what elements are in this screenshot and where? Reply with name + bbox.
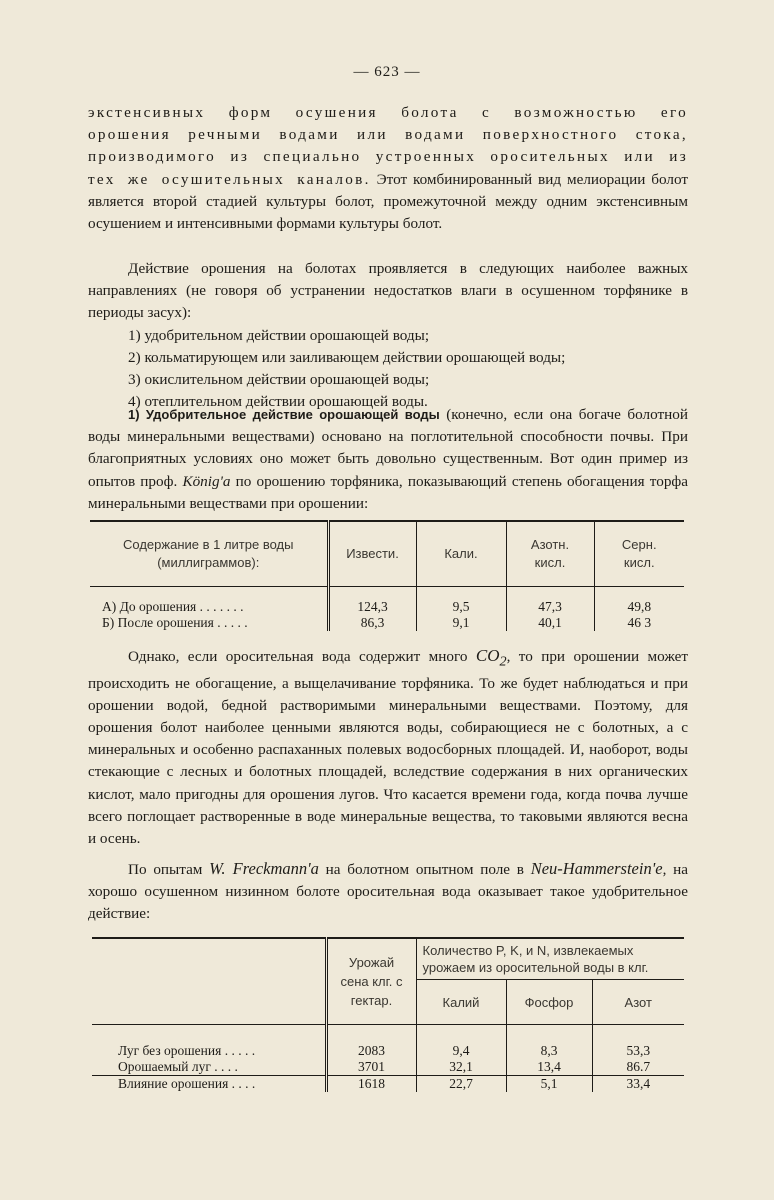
paragraph-2-text: Действие орошения на болотах проявляется в следующих наиболее важных направлениях (не говоря об устранении недостатков влаги в осушенном торфянике в периоды засух):	[88, 260, 688, 322]
table-row	[92, 1076, 684, 1093]
cell: 46 3	[594, 615, 684, 631]
cell: 86,3	[328, 615, 416, 631]
cell: 33,4	[592, 1076, 684, 1093]
cell: 13,4	[506, 1059, 592, 1076]
paragraph-4-text-b: , то при орошении может происходить не обогащение, а выщелачивание торфяника. То же будет наблюдаться и при орошении водой, бедной растворимыми минеральными веществами. Поэтому, для орошения болот наиболее ценными являются воды, собирающиеся не с болотных, а с минеральных и особенно распаханных полевых водосборных площадей. И, наоборот, воды стекающие с лесных и болотных площадей, вследствие содержания в них органических кислот, мало пригодны для орошения лугов. Что касается времени года, когда почва лучше всего поглощает растворенные в воде минеральные вещества, то таковыми являются весна и осень.	[88, 648, 688, 848]
cell: 86.7	[592, 1059, 684, 1076]
table-row	[90, 599, 684, 615]
header-cell-group: Количество P, K, и N, извлекаемых урожаем из оросительной воды в клг.	[416, 938, 684, 980]
cell: 8,3	[506, 1043, 592, 1059]
header-cell: Азот	[592, 980, 684, 1025]
paragraph-4	[88, 645, 688, 850]
paragraph-1	[88, 102, 688, 235]
list-item: 4) отеплительном действии орошающей воды.	[128, 393, 428, 411]
formula-subscript: 2	[499, 653, 507, 670]
cell: 2083	[326, 1043, 416, 1059]
paragraph-1-spaced-text: экстенсивных форм осушения болота с возможностью его орошения речными водами или водами поверхностного стока, производимого из специально устроенных оросительных или из тех же осушительных каналов.	[88, 104, 688, 188]
table-row	[90, 615, 684, 631]
formula-co2	[475, 646, 507, 670]
row-label: Луг без орошения . . . . .	[118, 1043, 256, 1058]
paragraph-5-text-c: , на хорошо осушенном низинном болоте оросительная вода оказывает такое удобрительное действие:	[88, 861, 688, 923]
list-item: 3) окислительном действии орошающей воды;	[128, 371, 430, 389]
paragraph-5	[88, 858, 688, 926]
cell: 47,3	[506, 599, 594, 615]
header-cell: Кали.	[416, 521, 506, 587]
paragraph-3-text-b: по орошению торфяника, показывающий степень обогащения торфа минеральными веществами при орошении:	[88, 472, 688, 512]
row-label: Орошаемый луг . . . .	[118, 1059, 238, 1074]
section-heading: 1) Удобрительное действие орошающей воды	[128, 407, 440, 422]
header-cell: Азотн. кисл.	[506, 521, 594, 587]
paragraph-2	[88, 258, 688, 413]
irrigation-effect-table	[92, 937, 684, 1092]
table-header-row	[90, 521, 684, 587]
header-cell-yield: Урожай сена клг. с гектар.	[326, 938, 416, 1025]
header-cell: Фосфор	[506, 980, 592, 1025]
list-item: 1) удобрительном действии орошающей воды;	[128, 326, 430, 344]
header-empty-cell	[92, 938, 326, 1025]
row-label: Влияние орошения . . . .	[92, 1076, 326, 1093]
header-cell: Калий	[416, 980, 506, 1025]
table-row	[92, 1059, 684, 1076]
paragraph-3	[88, 404, 688, 515]
author-name: König'a	[182, 472, 231, 490]
cell: 9,4	[416, 1043, 506, 1059]
cell: 9,5	[416, 599, 506, 615]
cell: 9,1	[416, 615, 506, 631]
paragraph-3-text-a: (конечно, если она богаче болотной воды минеральными веществами) основано на поглотительной способности почвы. При благоприятных условиях оно может быть довольно существенным. Вот один пример из опытов проф.	[88, 406, 688, 490]
mineral-content-table	[90, 520, 684, 631]
cell: 22,7	[416, 1076, 506, 1093]
paragraph-1-text: Этот комбинированный вид мелиорации болот является второй стадией культуры болот, промежуточной между одним экстенсивным осушением и интенсивными формами культуры болот.	[88, 170, 688, 233]
table-row	[92, 1043, 684, 1059]
cell: 32,1	[416, 1059, 506, 1076]
cell: 53,3	[592, 1043, 684, 1059]
cell: 5,1	[506, 1076, 592, 1093]
paragraph-5-text-b: на болотном опытном поле в	[318, 861, 531, 878]
row-label: А) До орошения . . . . . . .	[102, 599, 244, 614]
header-cell: Извести.	[328, 521, 416, 587]
paragraph-4-text-a: Однако, если оросительная вода содержит много	[128, 648, 476, 665]
place-name: Neu-Hammerstein'e	[530, 859, 663, 878]
header-cell: Содержание в 1 литре воды (миллиграммов):	[90, 521, 328, 587]
cell: 124,3	[328, 599, 416, 615]
formula-text: CO	[475, 646, 500, 665]
cell: 1618	[326, 1076, 416, 1093]
page-number: — 623 —	[353, 64, 421, 80]
cell: 40,1	[506, 615, 594, 631]
cell: 49,8	[594, 599, 684, 615]
header-cell: Серн. кисл.	[594, 521, 684, 587]
paragraph-5-text-a: По опытам	[128, 861, 210, 878]
cell: 3701	[326, 1059, 416, 1076]
list-item: 2) кольматирующем или заиливающем действии орошающей воды;	[128, 348, 566, 366]
author-name: W. Freckmann'a	[209, 859, 319, 878]
row-label: Б) После орошения . . . . .	[102, 615, 248, 630]
